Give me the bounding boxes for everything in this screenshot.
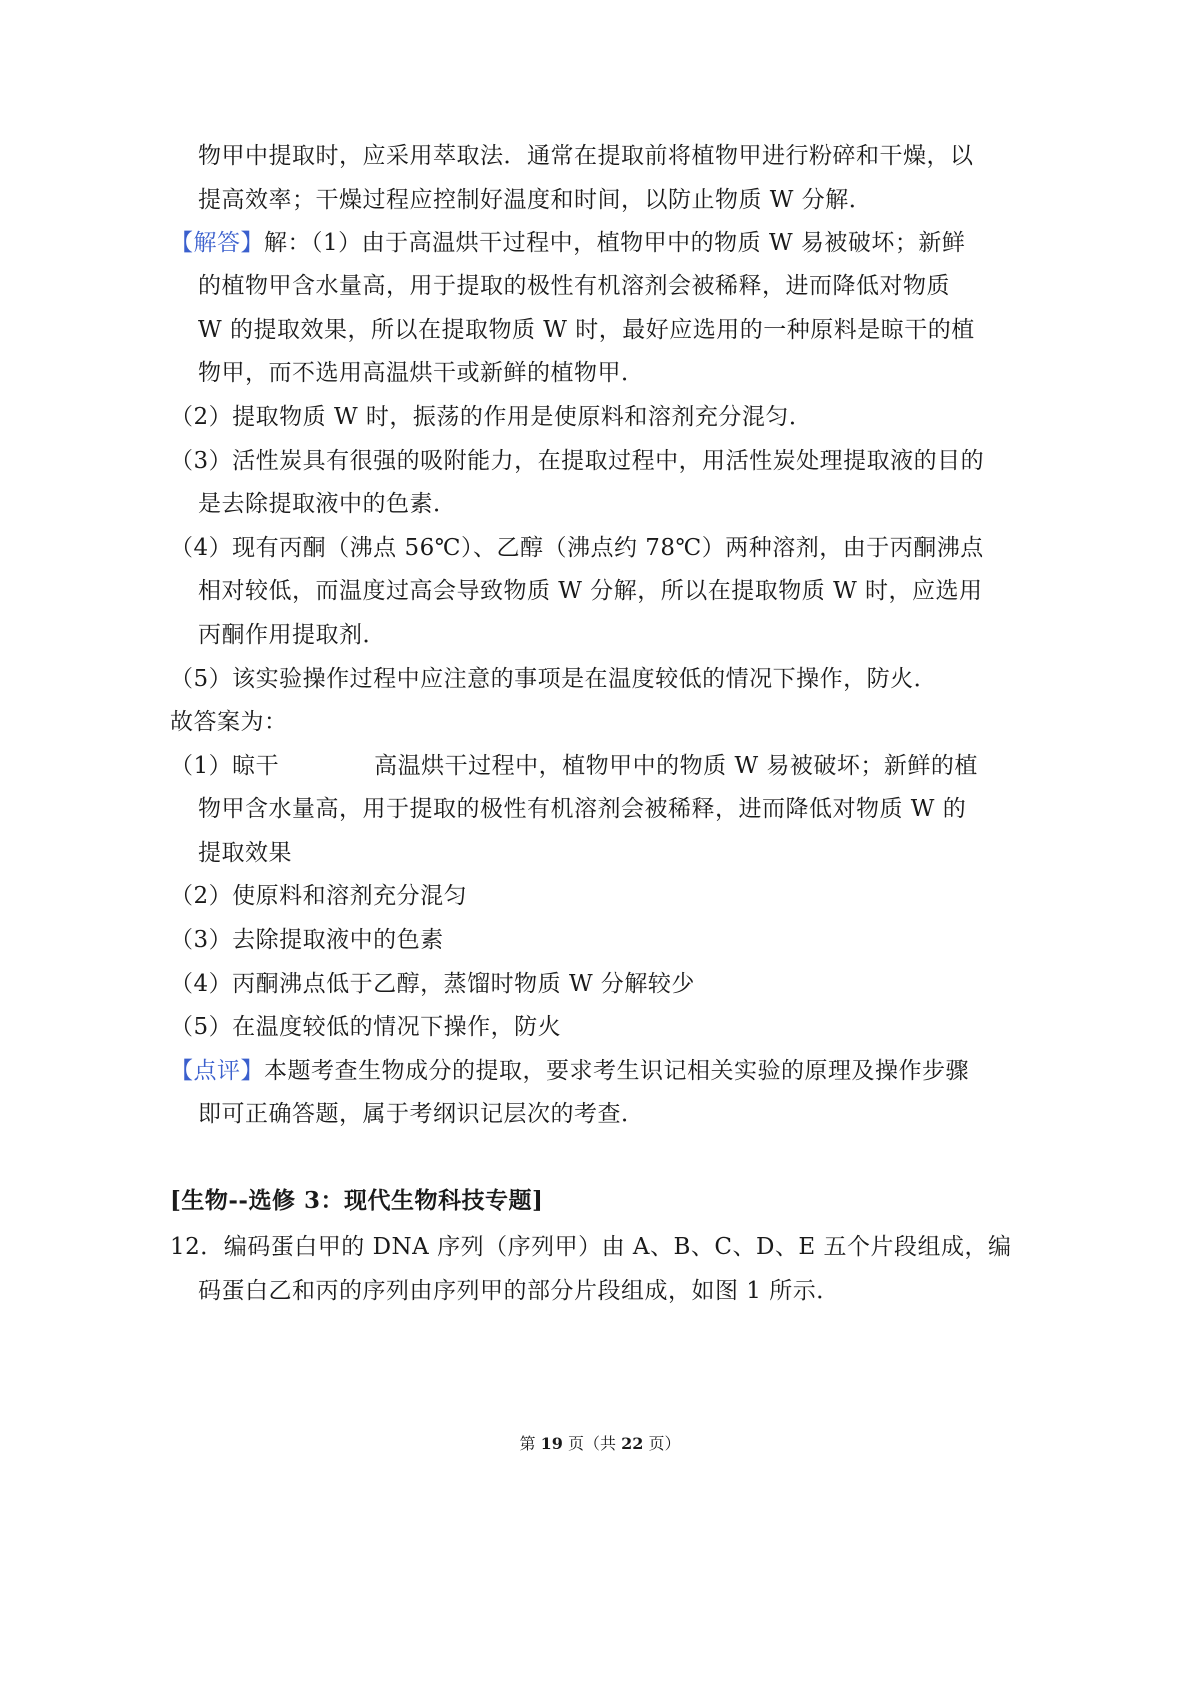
answer-p3-line-2: 是去除提取液中的色素． xyxy=(198,491,457,517)
conclusion-a1-line-3: 提取效果 xyxy=(198,840,292,866)
comment-tag: 【点评】 xyxy=(170,1058,264,1084)
intro-line-1: 物甲中提取时，应采用萃取法．通常在提取前将植物甲进行粉碎和干燥，以 xyxy=(198,143,974,169)
comment-line-2: 即可正确答题，属于考纲识记层次的考查． xyxy=(198,1101,645,1127)
question-12-line-1: 12．编码蛋白甲的 DNA 序列（序列甲）由 A、B、C、D、E 五个片段组成，编 xyxy=(170,1234,1012,1260)
comment-line-1: 本题考查生物成分的提取，要求考生识记相关实验的原理及操作步骤 xyxy=(264,1058,969,1084)
conclusion-a1-choice: （1）晾干 xyxy=(170,753,280,779)
answer-first-line xyxy=(170,228,965,258)
question-12-line-2: 码蛋白乙和丙的序列由序列甲的部分片段组成，如图 1 所示． xyxy=(198,1278,840,1304)
comment-first-line xyxy=(170,1056,969,1086)
answer-p1-line-2: 的植物甲含水量高，用于提取的极性有机溶剂会被稀释，进而降低对物质 xyxy=(198,273,950,299)
answer-p5: （5）该实验操作过程中应注意的事项是在温度较低的情况下操作，防火． xyxy=(170,666,938,692)
section-heading: [生物--选修 3：现代生物科技专题] xyxy=(170,1187,544,1214)
footer-page-number: 19 xyxy=(540,1434,563,1453)
conclusion-a3: （3）去除提取液中的色素 xyxy=(170,927,444,953)
conclusion-a4: （4）丙酮沸点低于乙醇，蒸馏时物质 W 分解较少 xyxy=(170,971,695,997)
footer-total-pages: 22 xyxy=(621,1434,644,1453)
answer-p4-line-1: （4）现有丙酮（沸点 56℃）、乙醇（沸点约 78℃）两种溶剂，由于丙酮沸点 xyxy=(170,535,984,561)
answer-p4-line-3: 丙酮作用提取剂． xyxy=(198,622,386,648)
answer-p1-line-3: W 的提取效果，所以在提取物质 W 时，最好应选用的一种原料是晾干的植 xyxy=(198,317,975,343)
answer-tag: 【解答】 xyxy=(170,230,264,256)
conclusion-a1-reason: 高温烘干过程中，植物甲中的物质 W 易被破坏；新鲜的植 xyxy=(374,753,978,779)
footer-prefix: 第 xyxy=(519,1434,536,1453)
conclusion-a1-line-1 xyxy=(170,751,978,781)
answer-p3-line-1: （3）活性炭具有很强的吸附能力，在提取过程中，用活性炭处理提取液的目的 xyxy=(170,448,985,474)
conclusion-label: 故答案为： xyxy=(170,709,288,735)
footer-suffix: 页） xyxy=(648,1434,681,1453)
conclusion-a5: （5）在温度较低的情况下操作，防火 xyxy=(170,1014,562,1040)
answer-p1-line-1: 解：（1）由于高温烘干过程中，植物甲中的物质 W 易被破坏；新鲜 xyxy=(264,230,966,256)
conclusion-a2: （2）使原料和溶剂充分混匀 xyxy=(170,883,468,909)
answer-p1-line-4: 物甲，而不选用高温烘干或新鲜的植物甲． xyxy=(198,360,645,386)
page-footer xyxy=(0,1433,1200,1455)
answer-p2: （2）提取物质 W 时，振荡的作用是使原料和溶剂充分混匀． xyxy=(170,404,813,430)
intro-line-2: 提高效率；干燥过程应控制好温度和时间，以防止物质 W 分解． xyxy=(198,187,873,213)
footer-middle: 页（共 xyxy=(567,1434,616,1453)
conclusion-a1-line-2: 物甲含水量高，用于提取的极性有机溶剂会被稀释，进而降低对物质 W 的 xyxy=(198,796,967,822)
answer-p4-line-2: 相对较低，而温度过高会导致物质 W 分解，所以在提取物质 W 时，应选用 xyxy=(198,578,983,604)
